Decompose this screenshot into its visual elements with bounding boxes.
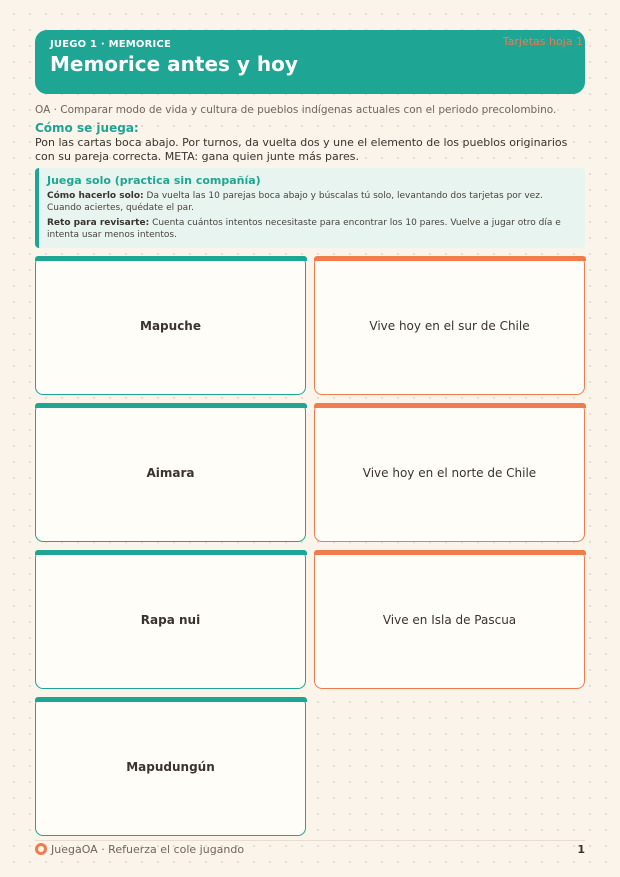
page-number: 1 xyxy=(577,843,585,856)
solo-play-title: Juega solo (practica sin compañía) xyxy=(47,174,261,187)
card-term-2[interactable] xyxy=(35,403,306,542)
solo-challenge-label: Reto para revisarte: xyxy=(47,218,150,228)
card-definition-label: Vive hoy en el sur de Chile xyxy=(369,318,530,333)
card-definition-3[interactable] xyxy=(314,550,585,689)
how-to-play-title: Cómo se juega: xyxy=(35,121,139,135)
learning-objective: OA · Comparar modo de vida y cultura de pueblos indígenas actuales con el periodo precolombino. xyxy=(35,104,557,116)
sheet-label: Tarjetas hoja 1 xyxy=(502,35,583,48)
solo-how-line xyxy=(47,190,575,214)
brand-logo-icon xyxy=(35,843,47,855)
card-term-label: Aimara xyxy=(146,465,195,480)
solo-how-label: Cómo hacerlo solo: xyxy=(47,191,144,201)
card-term-3[interactable] xyxy=(35,550,306,689)
card-term-4[interactable] xyxy=(35,697,306,836)
solo-challenge-line xyxy=(47,217,575,241)
card-definition-2[interactable] xyxy=(314,403,585,542)
card-definition-1[interactable] xyxy=(314,256,585,395)
card-term-label: Mapudungún xyxy=(126,759,215,774)
how-to-play-text: Pon las cartas boca abajo. Por turnos, da vuelta dos y une el elemento de los pueblos originarios con su pareja correcta. META: gana quien junte más pares. xyxy=(35,136,568,163)
card-definition-label: Vive en Isla de Pascua xyxy=(382,612,517,627)
solo-play-box xyxy=(35,168,585,248)
footer-divider xyxy=(35,840,585,841)
header-banner xyxy=(35,30,585,94)
page-title: Memorice antes y hoy xyxy=(50,52,298,76)
solo-how-text: Da vuelta las 10 parejas boca abajo y búscalas tú solo, levantando dos tarjetas por vez. Cuando aciertes, quédate el par. xyxy=(47,191,543,213)
game-kicker: JUEGO 1 · MEMORICE xyxy=(50,39,172,50)
card-definition-label: Vive hoy en el norte de Chile xyxy=(362,465,537,480)
footer-brand: JuegaOA · Refuerza el cole jugando xyxy=(51,843,245,856)
solo-challenge-text: Cuenta cuántos intentos necesitaste para encontrar los 10 pares. Vuelve a jugar otro día e intenta usar menos intentos. xyxy=(47,218,561,240)
card-term-label: Rapa nui xyxy=(140,612,201,627)
card-term-1[interactable] xyxy=(35,256,306,395)
card-term-label: Mapuche xyxy=(140,318,201,333)
